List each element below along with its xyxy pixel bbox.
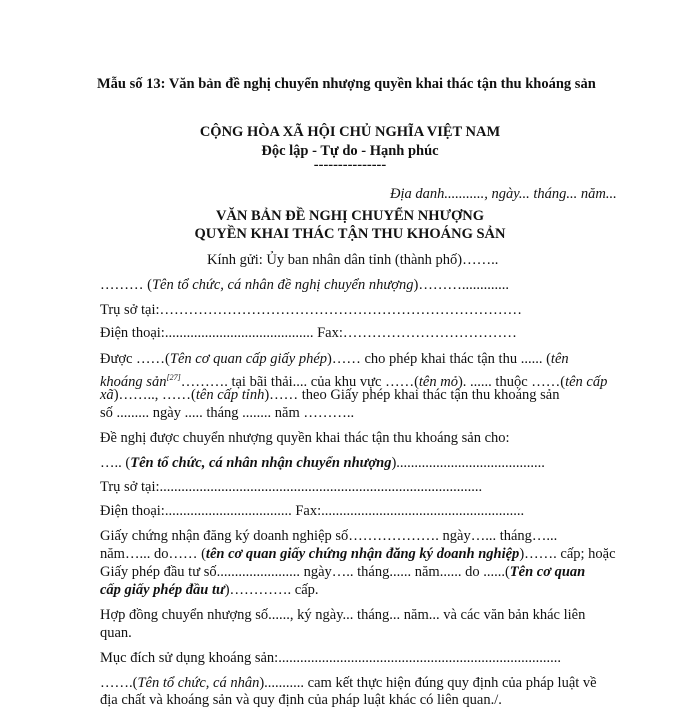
business-cert-l3-a: Giấy phép đầu tư số....................... ngày….. tháng...... năm...... do ......( <box>100 564 510 580</box>
permit-l2-a: ………. tại bãi thải.... của khu vực ……( <box>180 373 419 390</box>
contract-line-1: Hợp đồng chuyển nhượng số......, ký ngày... tháng... năm... và các văn bản khác liên <box>100 607 586 623</box>
permit-commune-hint-b: xã <box>100 387 114 403</box>
transferee-phone-fax: Điện thoại:................................... Fax:........................................................ <box>100 503 525 519</box>
permit-l3-b: )…… theo Giấy phép khai thác tận thu khoáng sản <box>264 387 560 403</box>
permit-line-1 <box>100 351 569 368</box>
commitment-line-2: địa chất và khoáng sản và quy định của pháp luật khác có liên quan./. <box>100 692 502 708</box>
transferor-address: Trụ sở tại:………………………………………………………………… <box>100 302 523 318</box>
transferee-name-tail: )......................................... <box>391 455 545 471</box>
transferee-name-line <box>100 455 545 472</box>
transferee-address: Trụ sở tại:......................................................................................... <box>100 479 483 495</box>
permit-mineral-hint-a: tên <box>550 351 569 367</box>
commitment-l1-a: …….( <box>100 675 138 691</box>
form-title: Mẫu số 13: Văn bản đề nghị chuyển nhượng quyền khai thác tận thu khoáng sản <box>97 76 596 92</box>
transferee-name-hint: Tên tổ chức, cá nhân nhận chuyển nhượng <box>130 455 392 471</box>
national-title: CỘNG HÒA XÃ HỘI CHỦ NGHĨA VIỆT NAM <box>199 124 501 140</box>
place-date: Địa danh..........., ngày... tháng... năm... <box>390 186 617 202</box>
footnote-marker: [27] <box>166 373 181 382</box>
transferor-name-hint: Tên tổ chức, cá nhân đề nghị chuyển nhượng <box>151 277 414 293</box>
permit-line-3 <box>100 387 560 404</box>
transferor-name-line <box>100 277 509 294</box>
transferor-name-lead: ……… ( <box>100 277 152 293</box>
recipient-line: Kính gửi: Ủy ban nhân dân tỉnh (thành phố)…….. <box>207 252 499 268</box>
investment-agency-hint-a: Tên cơ quan <box>509 564 586 580</box>
document-title-line-1: VĂN BẢN ĐỀ NGHỊ CHUYỂN NHƯỢNG <box>215 208 485 224</box>
national-slogan: Độc lập - Tự do - Hạnh phúc <box>261 143 439 159</box>
slogan-rule: --------------- <box>313 157 387 173</box>
request-line: Đề nghị được chuyển nhượng quyền khai thác tận thu khoáng sản cho: <box>100 430 510 446</box>
business-cert-l4-b: )…………. cấp. <box>224 582 319 598</box>
transferee-name-lead: ….. ( <box>100 455 131 471</box>
permit-agency-hint: Tên cơ quan cấp giấy phép <box>169 351 328 367</box>
permit-l3-a: )…….., ……( <box>113 387 196 403</box>
business-cert-line-2 <box>100 546 616 563</box>
permit-commune-hint-a: tên cấp <box>565 373 608 390</box>
permit-mine-hint: tên mỏ <box>418 373 458 390</box>
business-cert-agency-hint: tên cơ quan giấy chứng nhận đăng ký doanh nghiệp <box>205 546 520 562</box>
purpose-line: Mục đích sử dụng khoáng sản:.............................................................................. <box>100 650 561 666</box>
commitment-l1-b: )........... cam kết thực hiện đúng quy định của pháp luật về <box>259 675 597 691</box>
permit-province-hint: tên cấp tỉnh <box>195 387 265 403</box>
contract-line-2: quan. <box>100 625 132 641</box>
business-cert-l2-a: năm…... do…… ( <box>100 546 206 562</box>
business-cert-line-3 <box>100 564 585 581</box>
investment-agency-hint-b: cấp giấy phép đầu tư <box>100 582 225 598</box>
business-cert-l2-b: )……. cấp; hoặc <box>519 546 616 562</box>
business-cert-line-1: Giấy chứng nhận đăng ký doanh nghiệp số………………. ngày…... tháng…... <box>100 528 558 544</box>
permit-l1-a: Được ……( <box>100 351 170 367</box>
permit-mineral-hint-b: khoáng sản <box>100 373 167 390</box>
commitment-entity-hint: Tên tổ chức, cá nhân <box>137 675 260 691</box>
transferor-phone-fax: Điện thoại:......................................... Fax:……………………………… <box>100 325 517 341</box>
permit-l2-b: ). ...... thuộc ……( <box>457 373 566 390</box>
document-title-line-2: QUYỀN KHAI THÁC TẬN THU KHOÁNG SẢN <box>194 226 506 242</box>
business-cert-line-4 <box>100 582 319 599</box>
permit-line-4: số ......... ngày ..... tháng ........ năm ……….. <box>100 405 355 421</box>
permit-l1-b: )…… cho phép khai thác tận thu ...... ( <box>327 351 551 367</box>
transferor-name-tail: )………............. <box>413 277 509 293</box>
commitment-line-1 <box>100 675 597 692</box>
